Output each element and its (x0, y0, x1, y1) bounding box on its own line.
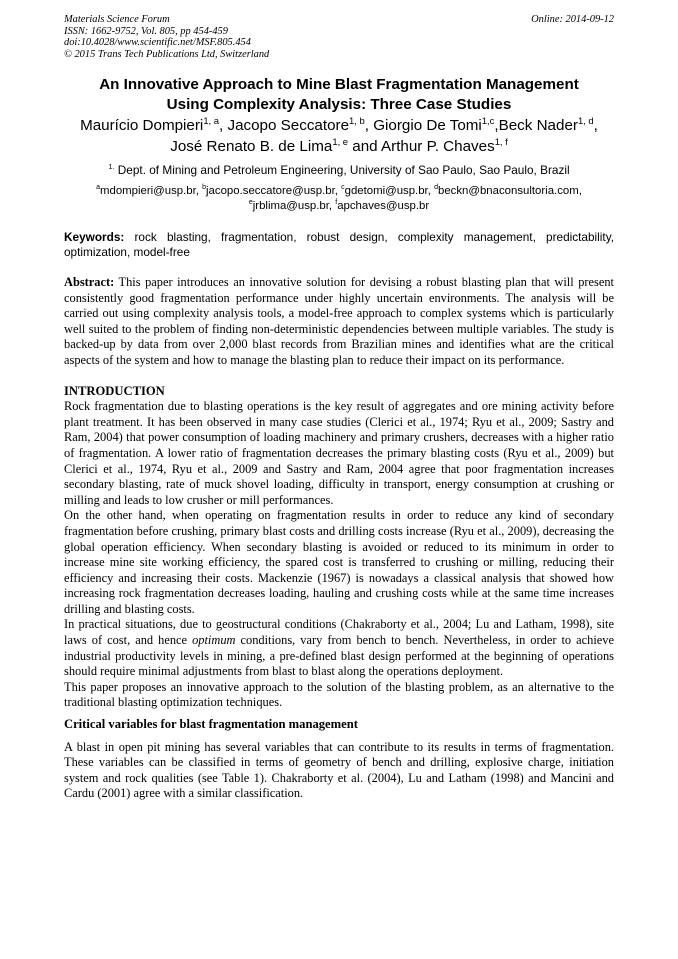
issn-line: ISSN: 1662-9752, Vol. 805, pp 454-459 (64, 25, 228, 37)
paper-title (64, 75, 614, 115)
email-address[interactable]: $^e$jrblima@usp.br, (248, 199, 336, 212)
email-address[interactable]: $^a$mdompieri@usp.br, (96, 184, 203, 197)
email-address[interactable]: $^c$gdetomi@usp.br, (341, 184, 435, 197)
abstract-text: This paper introduces an innovative solution for devising a robust blasting plan that will present consistently good fragmentation performance under highly uncertain environments. The analysis will be carried out using complexity analysis tools, a model-free approach to complex systems which is particularly well suited to the problem of finding non-deterministic dependencies between multiple variables. The study is backed-up by data from over 2,000 blast records from Brazilian mines and identifies what are the critical aspects of the system and how to manage the blasting plan to reduce their impact on its performance. (64, 275, 614, 367)
intro-paragraph-3: In practical situations, due to geostructural conditions (Chakraborty et al., 2004; Lu and Latham, 1998), site laws of cost, and hence optimum conditions, vary from bench to bench. Nevertheless, in order to achieve industrial productivity levels in mining, a pre-defined blast design performed at the beginning of operations should require minimal adjustments from blast to blast along the operations deployment. (64, 617, 615, 679)
author: Giorgio De Tomi$^{1,c}$, (373, 114, 499, 134)
journal-name: Materials Science Forum (64, 14, 170, 25)
abstract-label: Abstract: (64, 275, 115, 289)
critical-variables-heading: Critical variables for blast fragmentation management (64, 717, 358, 732)
introduction-heading: INTRODUCTION (64, 383, 165, 398)
email-list (64, 184, 614, 214)
keywords-text: rock blasting, fragmentation, robust design, complexity management, predictability, optimization, model-free (64, 230, 614, 259)
intro-paragraph-4: This paper proposes an innovative approach to the solution of the blasting problem, as an alternative to the traditional blasting optimization techniques. (64, 679, 614, 710)
journal-header (64, 14, 614, 60)
author: Maurício Dompieri$^{1, a}$, (80, 114, 228, 134)
author: Beck Nader$^{1, d}$, (498, 114, 598, 134)
doi-line: doi:10.4028/www.scientific.net/MSF.805.454 (64, 37, 251, 48)
paper-page (64, 14, 614, 802)
abstract (64, 275, 614, 369)
title-line-2: Using Complexity Analysis: Three Case Studies (166, 96, 512, 113)
intro-paragraph-1: Rock fragmentation due to blasting operations is the key result of aggregates and ore mining activity before plant treatment. It has been observed in many case studies (Clerici et al., 1974; Ryu et al., 2009; Sastry and Ram, 2004) that power consumption of loading machinery and primary crushers, decreases with a higher ratio of fragmentation. A lower ratio of fragmentation decreases the primary blasting costs (Ryu et al., 2009) but Clerici et al., 1974, Ryu et al., 2009 and Sastry and Ram, 2004 agree that poor fragmentation increases secondary blasting, rate of muck shovel loading, difficulty in transport, energy consumption at crushing or milling and leads to low crusher or mill performances. (64, 399, 614, 507)
affiliation: $^{1.}$ Dept. of Mining and Petroleum Engineering, University of Sao Paulo, Sao Paulo, Brazil (108, 162, 570, 177)
author: Jacopo Seccatore$^{1, b}$, (227, 114, 374, 134)
author: Arthur P. Chaves$^{1, f}$ (381, 135, 508, 155)
keywords (64, 230, 614, 260)
keywords-label: Keywords: (64, 230, 125, 244)
copyright-line: © 2015 Trans Tech Publications Ltd, Switzerland (64, 48, 270, 60)
critical-variables-paragraph: A blast in open pit mining has several variables that can contribute to its results in terms of fragmentation. These variables can be classified in terms of geometry of bench and drilling, explosive charge, initiation system and rock qualities (see Table 1). Chakraborty et al. (2004), Lu and Latham (1998) and Mancini and Cardu (2001) agree with a similar classification. (64, 739, 614, 801)
online-date: Online: 2014-09-12 (531, 14, 614, 25)
author-list (64, 116, 614, 157)
title-line-1: An Innovative Approach to Mine Blast Fragmentation Management (99, 76, 579, 93)
email-address[interactable]: $^b$jacopo.seccatore@usp.br, (202, 184, 342, 197)
email-address[interactable]: $^d$beckn@bnaconsultoria.com, (434, 184, 582, 197)
intro-paragraph-2: On the other hand, when operating on fragmentation results in order to reduce any kind of secondary fragmentation before crushing, primary blast costs and drilling costs increase (Ryu et al., 2009), decreasing the global operation efficiency. When secondary blasting is avoided or reduced to its minimum in order to increase mine site working efficiency, the spared cost is transferred to crushing or milling, reducing their efficiency and increasing their costs. Mackenzie (1967) is nowadays a classical analysis that showed how increasing rock fragmentation decreases loading, hauling and crushing costs while at the same time increases drilling and blasting costs. (64, 508, 614, 616)
author: José Renato B. de Lima$^{1, e}$ and (170, 135, 381, 155)
email-address[interactable]: $^f$apchaves@usp.br (335, 199, 430, 212)
